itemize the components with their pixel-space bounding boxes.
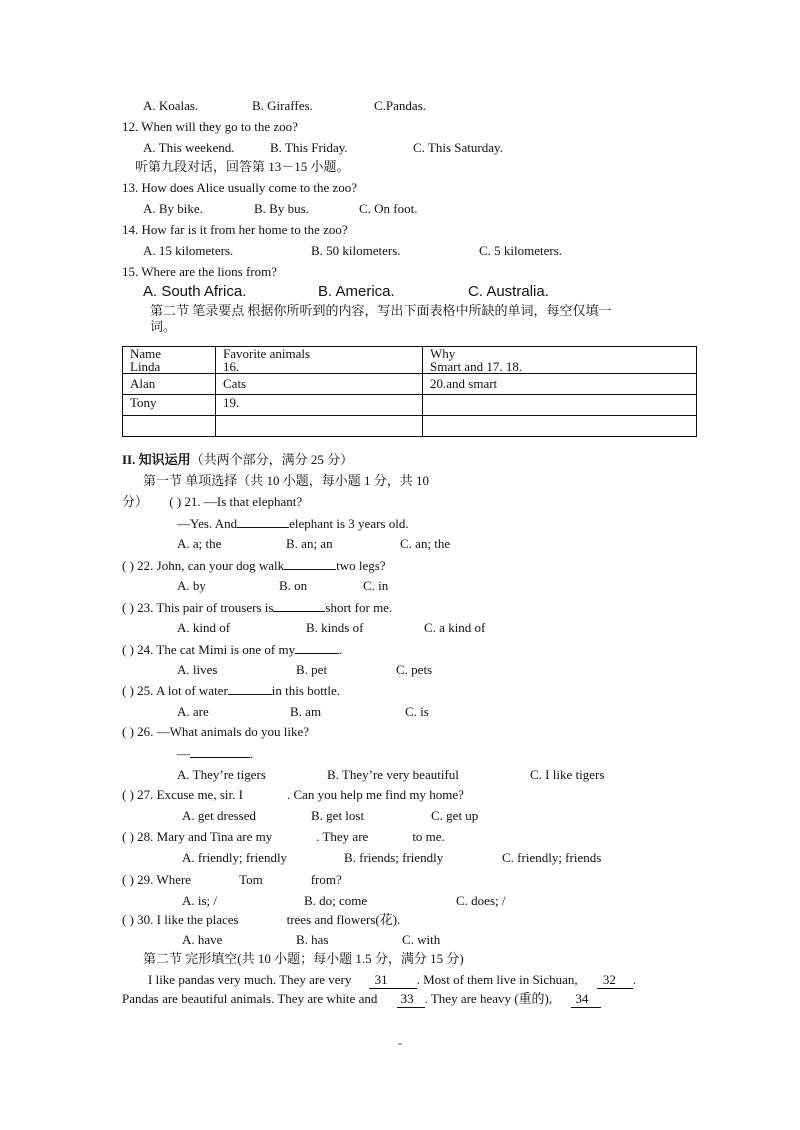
q24-stem-a: ( ) 24. The cat Mimi is one of my <box>122 642 296 657</box>
q28-option-a: A. friendly; friendly <box>182 850 288 865</box>
q21-line1 <box>122 494 302 510</box>
q24-option-a: A. lives <box>177 662 218 677</box>
q22-stem <box>122 557 386 574</box>
q14-option-b: B. 50 kilometers. <box>311 243 401 258</box>
q30-stem <box>122 912 400 928</box>
table-cell <box>123 347 216 374</box>
cell-linda-why: Smart and 17. 18. <box>430 359 523 374</box>
q25-option-c: C. is <box>405 704 429 719</box>
q26-line2 <box>177 745 253 762</box>
blank-34: 34 <box>571 991 601 1008</box>
part2-title-rest: （共两个部分，满分 25 分） <box>190 452 354 467</box>
passage-text: . Most of them live in Sichuan, <box>416 972 578 987</box>
part2-title-bold: II. 知识运用 <box>122 452 191 467</box>
q28-stem-a: ( ) 28. Mary and Tina are my <box>122 829 273 844</box>
q29-stem-c: from? <box>310 872 342 887</box>
q27-stem-a: ( ) 27. Excuse me, sir. I <box>122 787 243 802</box>
blank-32: 32 <box>597 972 633 989</box>
q26-option-a: A. They’re tigers <box>177 767 266 782</box>
q13-option-a: A. By bike. <box>143 201 203 216</box>
passage-line1 <box>148 972 636 989</box>
q25-stem-a: ( ) 25. A lot of water <box>122 683 228 698</box>
passage-text: . <box>632 972 637 987</box>
q15-option-b: B. America. <box>318 283 395 300</box>
q26-option-b: B. They’re very beautiful <box>327 767 459 782</box>
q30-option-c: C. with <box>402 932 441 947</box>
q14-option-a: A. 15 kilometers. <box>143 243 234 258</box>
q25-stem-b: in this bottle. <box>271 683 341 698</box>
q22-option-a: A. by <box>177 578 206 593</box>
q30-stem-b: trees and flowers(花). <box>286 912 401 927</box>
q30-stem-a: ( ) 30. I like the places <box>122 912 239 927</box>
table-row <box>123 395 697 416</box>
cell-tony-animal: 19. <box>216 395 423 416</box>
q11-option-a: A. Koalas. <box>143 98 199 113</box>
section1-line1: 第一节 单项选择（共 10 小题，每小题 1 分，共 10 <box>143 473 430 488</box>
section2-intro-line2: 词。 <box>150 319 177 334</box>
passage-line2 <box>122 991 601 1008</box>
q21-option-c: C. an; the <box>400 536 451 551</box>
q11-option-c: C.Pandas. <box>374 98 426 113</box>
q21-option-a: A. a; the <box>177 536 222 551</box>
section2-cloze-title: 第二节 完形填空(共 10 小题；每小题 1.5 分，满分 15 分) <box>143 951 464 966</box>
cell-alan: Alan <box>123 374 216 395</box>
q13-stem: 13. How does Alice usually come to the zoo? <box>122 180 358 195</box>
q29-option-c: C. does; / <box>456 893 506 908</box>
q26-period: . <box>250 746 254 761</box>
q15-option-c: C. Australia. <box>468 283 549 300</box>
table-row <box>123 374 697 395</box>
q23-option-c: C. a kind of <box>424 620 486 635</box>
q21-line2-b: elephant is 3 years old. <box>289 516 409 531</box>
q21-line2 <box>177 515 409 532</box>
blank-33: 33 <box>397 991 425 1008</box>
passage-text: . They are heavy (重的), <box>424 991 553 1006</box>
page-number: - <box>398 1036 402 1050</box>
answer-blank <box>284 557 336 570</box>
q25-stem <box>122 682 340 699</box>
q12-option-a: A. This weekend. <box>143 140 235 155</box>
q30-option-b: B. has <box>296 932 329 947</box>
q23-stem <box>122 599 392 616</box>
q27-option-c: C. get up <box>431 808 479 823</box>
q27-stem <box>122 787 464 803</box>
cell-alan-animal: Cats <box>216 374 423 395</box>
q14-option-c: C. 5 kilometers. <box>479 243 563 258</box>
q28-stem-c: to me. <box>412 829 445 844</box>
q22-option-c: C. in <box>363 578 389 593</box>
table-cell <box>216 347 423 374</box>
q29-option-b: B. do; come <box>304 893 368 908</box>
blank-31: 31 <box>369 972 417 989</box>
q27-option-b: B. get lost <box>311 808 365 823</box>
q29-stem-a: ( ) 29. Where <box>122 872 192 887</box>
q22-option-b: B. on <box>279 578 308 593</box>
q12-stem: 12. When will they go to the zoo? <box>122 119 298 134</box>
section1-line2: 分） <box>122 494 149 509</box>
passage-text: I like pandas very much. They are very <box>148 972 352 987</box>
q29-stem-b: Tom <box>239 872 263 887</box>
q23-stem-b: short for me. <box>325 600 393 615</box>
answer-blank <box>273 599 325 612</box>
q23-option-b: B. kinds of <box>306 620 364 635</box>
q28-stem-b: . They are <box>316 829 369 844</box>
q28-option-c: C. friendly; friends <box>502 850 602 865</box>
q27-option-a: A. get dressed <box>182 808 257 823</box>
q23-stem-a: ( ) 23. This pair of trousers is <box>122 600 274 615</box>
q12-option-b: B. This Friday. <box>270 140 348 155</box>
q22-stem-a: ( ) 22. John, can your dog walk <box>122 558 285 573</box>
q25-option-b: B. am <box>290 704 322 719</box>
cell-linda: Linda <box>130 359 161 374</box>
table-row <box>123 347 697 374</box>
q25-option-a: A. are <box>177 704 209 719</box>
q26-option-c: C. I like tigers <box>530 767 605 782</box>
cell-empty-3 <box>423 416 697 437</box>
cell-empty-1 <box>123 416 216 437</box>
q26-stem: ( ) 26. —What animals do you like? <box>122 724 310 739</box>
q11-option-b: B. Giraffes. <box>252 98 313 113</box>
q13-option-b: B. By bus. <box>254 201 309 216</box>
dialog-9-instruction: 听第九段对话，回答第 13－15 小题。 <box>135 159 350 174</box>
q15-stem: 15. Where are the lions from? <box>122 264 277 279</box>
cell-linda-animal: 16. <box>223 359 240 374</box>
answer-blank <box>190 745 250 758</box>
q13-option-c: C. On foot. <box>359 201 418 216</box>
cell-tony: Tony <box>123 395 216 416</box>
q26-dash: — <box>177 746 190 761</box>
q27-stem-b: . Can you help me find my home? <box>286 787 464 802</box>
q29-option-a: A. is; / <box>182 893 218 908</box>
cell-empty-2 <box>216 416 423 437</box>
cell-tony-why <box>423 395 697 416</box>
q14-stem: 14. How far is it from her home to the zoo? <box>122 222 348 237</box>
header-why: Why <box>430 346 456 361</box>
q21-stem: ( ) 21. —Is that elephant? <box>169 494 303 509</box>
header-favorite-animals: Favorite animals <box>223 346 311 361</box>
q22-stem-b: two legs? <box>336 558 386 573</box>
q23-option-a: A. kind of <box>177 620 231 635</box>
q21-option-b: B. an; an <box>286 536 333 551</box>
q24-stem-b: . <box>339 642 343 657</box>
table-row <box>123 416 697 437</box>
section2-intro-line1: 第二节 笔录要点 根据你所听到的内容，写出下面表格中所缺的单词，每空仅填一 <box>150 303 612 318</box>
cell-alan-why: 20.and smart <box>423 374 697 395</box>
header-name: Name <box>130 346 162 361</box>
q28-option-b: B. friends; friendly <box>344 850 444 865</box>
q29-stem <box>122 872 342 888</box>
q24-option-c: C. pets <box>396 662 433 677</box>
answer-blank <box>295 641 339 654</box>
q21-line2-a: —Yes. And <box>177 516 238 531</box>
passage-text: Pandas are beautiful animals. They are white and <box>122 991 378 1006</box>
answer-blank <box>237 515 289 528</box>
q24-option-b: B. pet <box>296 662 328 677</box>
part2-title <box>122 452 353 468</box>
table-cell <box>423 347 697 374</box>
q15-option-a: A. South Africa. <box>143 283 247 300</box>
answer-blank <box>228 682 272 695</box>
q24-stem <box>122 641 342 658</box>
q30-option-a: A. have <box>182 932 223 947</box>
q12-option-c: C. This Saturday. <box>413 140 503 155</box>
notes-table <box>122 346 697 437</box>
q28-stem <box>122 829 445 845</box>
